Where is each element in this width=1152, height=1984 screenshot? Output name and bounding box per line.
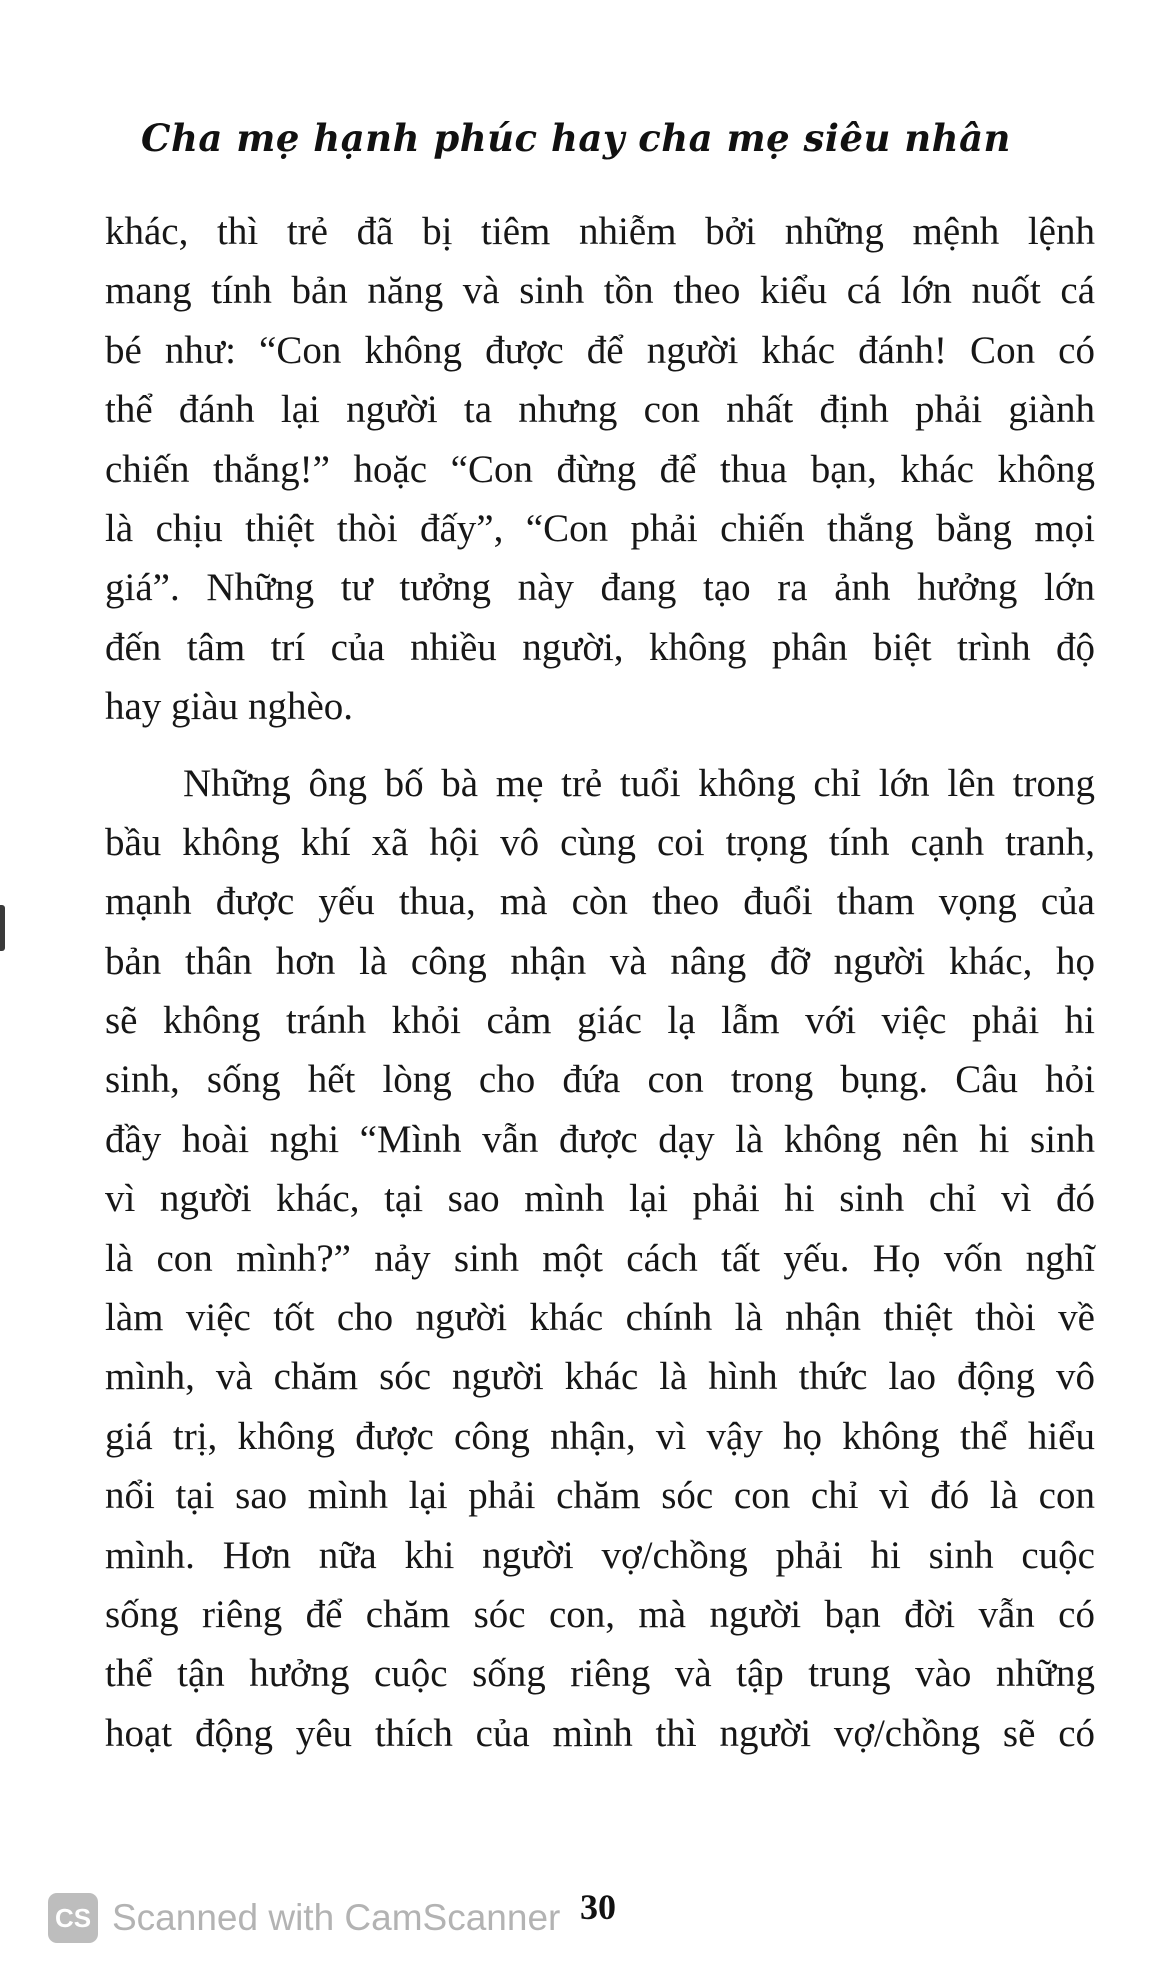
text-line: đến tâm trí của nhiều người, không phân biệt trình độ <box>105 625 1095 669</box>
text-line: Những ông bố bà mẹ trẻ tuổi không chỉ lớn lên trong <box>183 761 1095 805</box>
text-line: bản thân hơn là công nhận và nâng đỡ người khác, họ <box>105 939 1095 983</box>
camscanner-logo-icon: CS <box>48 1893 98 1943</box>
camscanner-watermark <box>48 1893 560 1943</box>
text-line: làm việc tốt cho người khác chính là nhận thiệt thòi về <box>105 1296 1095 1340</box>
running-header: Cha mẹ hạnh phúc hay cha mẹ siêu nhân <box>141 116 1011 160</box>
watermark-text: Scanned with CamScanner <box>112 1897 561 1938</box>
text-line: mình, và chăm sóc người khác là hình thức lao động vô <box>105 1355 1095 1399</box>
text-line: vì người khác, tại sao mình lại phải hi sinh chỉ vì đó <box>105 1177 1095 1221</box>
text-line: bé như: “Con không được để người khác đánh! Con có <box>105 328 1095 372</box>
text-line: hay giàu nghèo. <box>105 685 354 729</box>
text-line: đầy hoài nghi “Mình vẫn được dạy là không nên hi sinh <box>105 1117 1095 1161</box>
text-line: sinh, sống hết lòng cho đứa con trong bụng. Câu hỏi <box>105 1058 1095 1102</box>
text-line: giá trị, không được công nhận, vì vậy họ không thể hiểu <box>105 1414 1095 1458</box>
text-line: sống riêng để chăm sóc con, mà người bạn đời vẫn có <box>105 1592 1095 1636</box>
text-line: giá”. Những tư tưởng này đang tạo ra ảnh hưởng lớn <box>105 566 1095 610</box>
text-line: mạnh được yếu thua, mà còn theo đuổi tham vọng của <box>105 880 1095 924</box>
text-line: thể đánh lại người ta nhưng con nhất định phải giành <box>105 388 1095 432</box>
text-line: mình. Hơn nữa khi người vợ/chồng phải hi sinh cuộc <box>105 1533 1095 1577</box>
text-line: chiến thắng!” hoặc “Con đừng để thua bạn, khác không <box>105 447 1095 491</box>
text-line: thể tận hưởng cuộc sống riêng và tập trung vào những <box>105 1652 1095 1696</box>
body-text <box>105 202 1095 1763</box>
page-number: 30 <box>580 1887 616 1927</box>
text-line: là con mình?” nảy sinh một cách tất yếu. Họ vốn nghĩ <box>105 1236 1095 1280</box>
text-line: sẽ không tránh khỏi cảm giác lạ lẫm với việc phải hi <box>105 999 1095 1043</box>
text-line: nổi tại sao mình lại phải chăm sóc con chỉ vì đó là con <box>105 1474 1095 1518</box>
text-line: bầu không khí xã hội vô cùng coi trọng tính cạnh tranh, <box>105 820 1095 864</box>
text-line: mang tính bản năng và sinh tồn theo kiểu cá lớn nuốt cá <box>105 269 1095 313</box>
text-line: là chịu thiệt thòi đấy”, “Con phải chiến thắng bằng mọi <box>105 506 1095 550</box>
text-line: hoạt động yêu thích của mình thì người vợ/chồng sẽ có <box>105 1711 1095 1755</box>
paragraph-1 <box>105 202 1095 737</box>
page-edge-mark <box>0 905 5 951</box>
text-line: khác, thì trẻ đã bị tiêm nhiễm bởi những mệnh lệnh <box>105 210 1095 253</box>
paragraph-2 <box>105 754 1095 1764</box>
